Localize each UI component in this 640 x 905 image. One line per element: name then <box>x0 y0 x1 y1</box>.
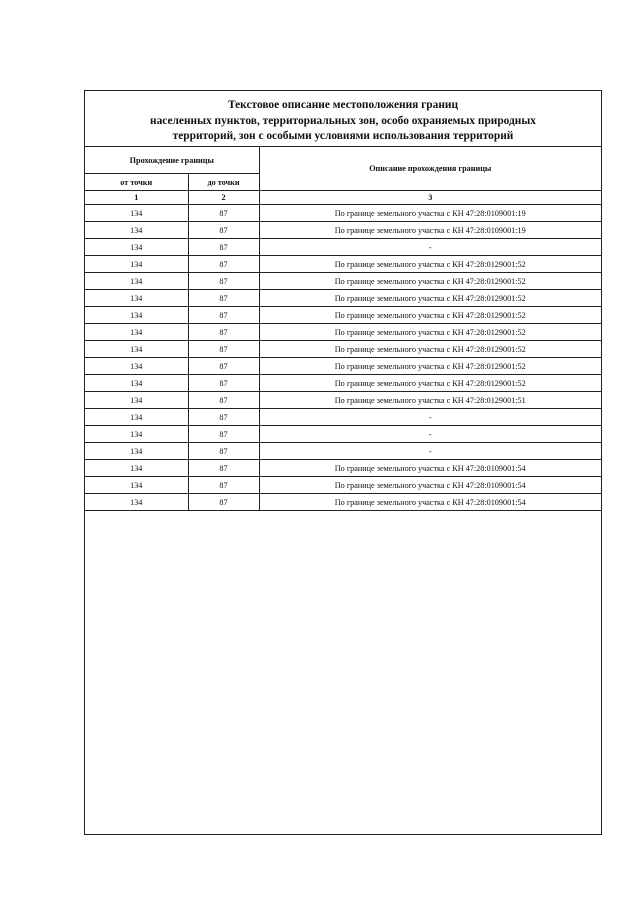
from-point-cell: 134 <box>85 477 188 494</box>
to-point-cell: 87 <box>188 273 259 290</box>
from-point-cell: 134 <box>85 392 188 409</box>
table-row <box>85 460 601 477</box>
table-row <box>85 239 601 256</box>
to-point-cell: 87 <box>188 409 259 426</box>
title-line-2: населенных пунктов, территориальных зон, особо охраняемых природных <box>150 114 536 127</box>
title-line-1: Текстовое описание местоположения границ <box>227 99 459 111</box>
title-line-3: территорий, зон с особыми условиями использования территорий <box>172 130 514 142</box>
table-row <box>85 477 601 494</box>
document-frame <box>84 90 602 835</box>
table-row <box>85 392 601 409</box>
to-point-cell: 87 <box>188 375 259 392</box>
table-row <box>85 222 601 239</box>
to-point-cell: 87 <box>188 222 259 239</box>
header-from-point: от точки <box>85 174 188 191</box>
table-row <box>85 273 601 290</box>
to-point-cell: 87 <box>188 426 259 443</box>
description-cell: По границе земельного участка с КН 47:28:0129001:52 <box>259 290 601 307</box>
table-row <box>85 358 601 375</box>
header-to-point: до точки <box>188 174 259 191</box>
table-row <box>85 205 601 222</box>
table-row <box>85 426 601 443</box>
to-point-cell: 87 <box>188 239 259 256</box>
from-point-cell: 134 <box>85 324 188 341</box>
description-cell: - <box>259 409 601 426</box>
description-cell: По границе земельного участка с КН 47:28:0129001:52 <box>259 341 601 358</box>
description-cell: По границе земельного участка с КН 47:28:0129001:52 <box>259 358 601 375</box>
description-cell: По границе земельного участка с КН 47:28:0129001:52 <box>259 324 601 341</box>
description-cell: По границе земельного участка с КН 47:28:0129001:51 <box>259 392 601 409</box>
from-point-cell: 134 <box>85 222 188 239</box>
from-point-cell: 134 <box>85 256 188 273</box>
from-point-cell: 134 <box>85 460 188 477</box>
from-point-cell: 134 <box>85 426 188 443</box>
description-cell: - <box>259 239 601 256</box>
boundary-table <box>85 147 601 511</box>
from-point-cell: 134 <box>85 290 188 307</box>
to-point-cell: 87 <box>188 392 259 409</box>
table-row <box>85 307 601 324</box>
description-cell: По границе земельного участка с КН 47:28:0109001:54 <box>259 460 601 477</box>
description-cell: По границе земельного участка с КН 47:28:0129001:52 <box>259 256 601 273</box>
description-cell: По границе земельного участка с КН 47:28:0109001:54 <box>259 494 601 511</box>
table-row <box>85 409 601 426</box>
to-point-cell: 87 <box>188 477 259 494</box>
to-point-cell: 87 <box>188 205 259 222</box>
header-boundary-description: Описание прохождения границы <box>259 147 601 191</box>
table-row <box>85 256 601 273</box>
from-point-cell: 134 <box>85 375 188 392</box>
table-row <box>85 443 601 460</box>
table-row <box>85 290 601 307</box>
to-point-cell: 87 <box>188 358 259 375</box>
to-point-cell: 87 <box>188 494 259 511</box>
from-point-cell: 134 <box>85 494 188 511</box>
description-cell: По границе земельного участка с КН 47:28:0129001:52 <box>259 307 601 324</box>
column-number-1: 1 <box>85 191 188 205</box>
description-cell: По границе земельного участка с КН 47:28:0129001:52 <box>259 375 601 392</box>
column-number-3: 3 <box>259 191 601 205</box>
from-point-cell: 134 <box>85 239 188 256</box>
description-cell: По границе земельного участка с КН 47:28:0109001:54 <box>259 477 601 494</box>
to-point-cell: 87 <box>188 443 259 460</box>
from-point-cell: 134 <box>85 307 188 324</box>
table-row <box>85 341 601 358</box>
to-point-cell: 87 <box>188 460 259 477</box>
description-cell: По границе земельного участка с КН 47:28:0109001:19 <box>259 205 601 222</box>
to-point-cell: 87 <box>188 341 259 358</box>
column-number-2: 2 <box>188 191 259 205</box>
from-point-cell: 134 <box>85 273 188 290</box>
table-row <box>85 494 601 511</box>
header-boundary-passage: Прохождение границы <box>85 147 259 174</box>
table-row <box>85 375 601 392</box>
from-point-cell: 134 <box>85 205 188 222</box>
description-cell: - <box>259 426 601 443</box>
description-cell: - <box>259 443 601 460</box>
document-title <box>85 91 601 147</box>
to-point-cell: 87 <box>188 307 259 324</box>
from-point-cell: 134 <box>85 409 188 426</box>
table-row <box>85 324 601 341</box>
to-point-cell: 87 <box>188 324 259 341</box>
to-point-cell: 87 <box>188 256 259 273</box>
description-cell: По границе земельного участка с КН 47:28:0129001:52 <box>259 273 601 290</box>
from-point-cell: 134 <box>85 358 188 375</box>
from-point-cell: 134 <box>85 443 188 460</box>
to-point-cell: 87 <box>188 290 259 307</box>
description-cell: По границе земельного участка с КН 47:28:0109001:19 <box>259 222 601 239</box>
from-point-cell: 134 <box>85 341 188 358</box>
